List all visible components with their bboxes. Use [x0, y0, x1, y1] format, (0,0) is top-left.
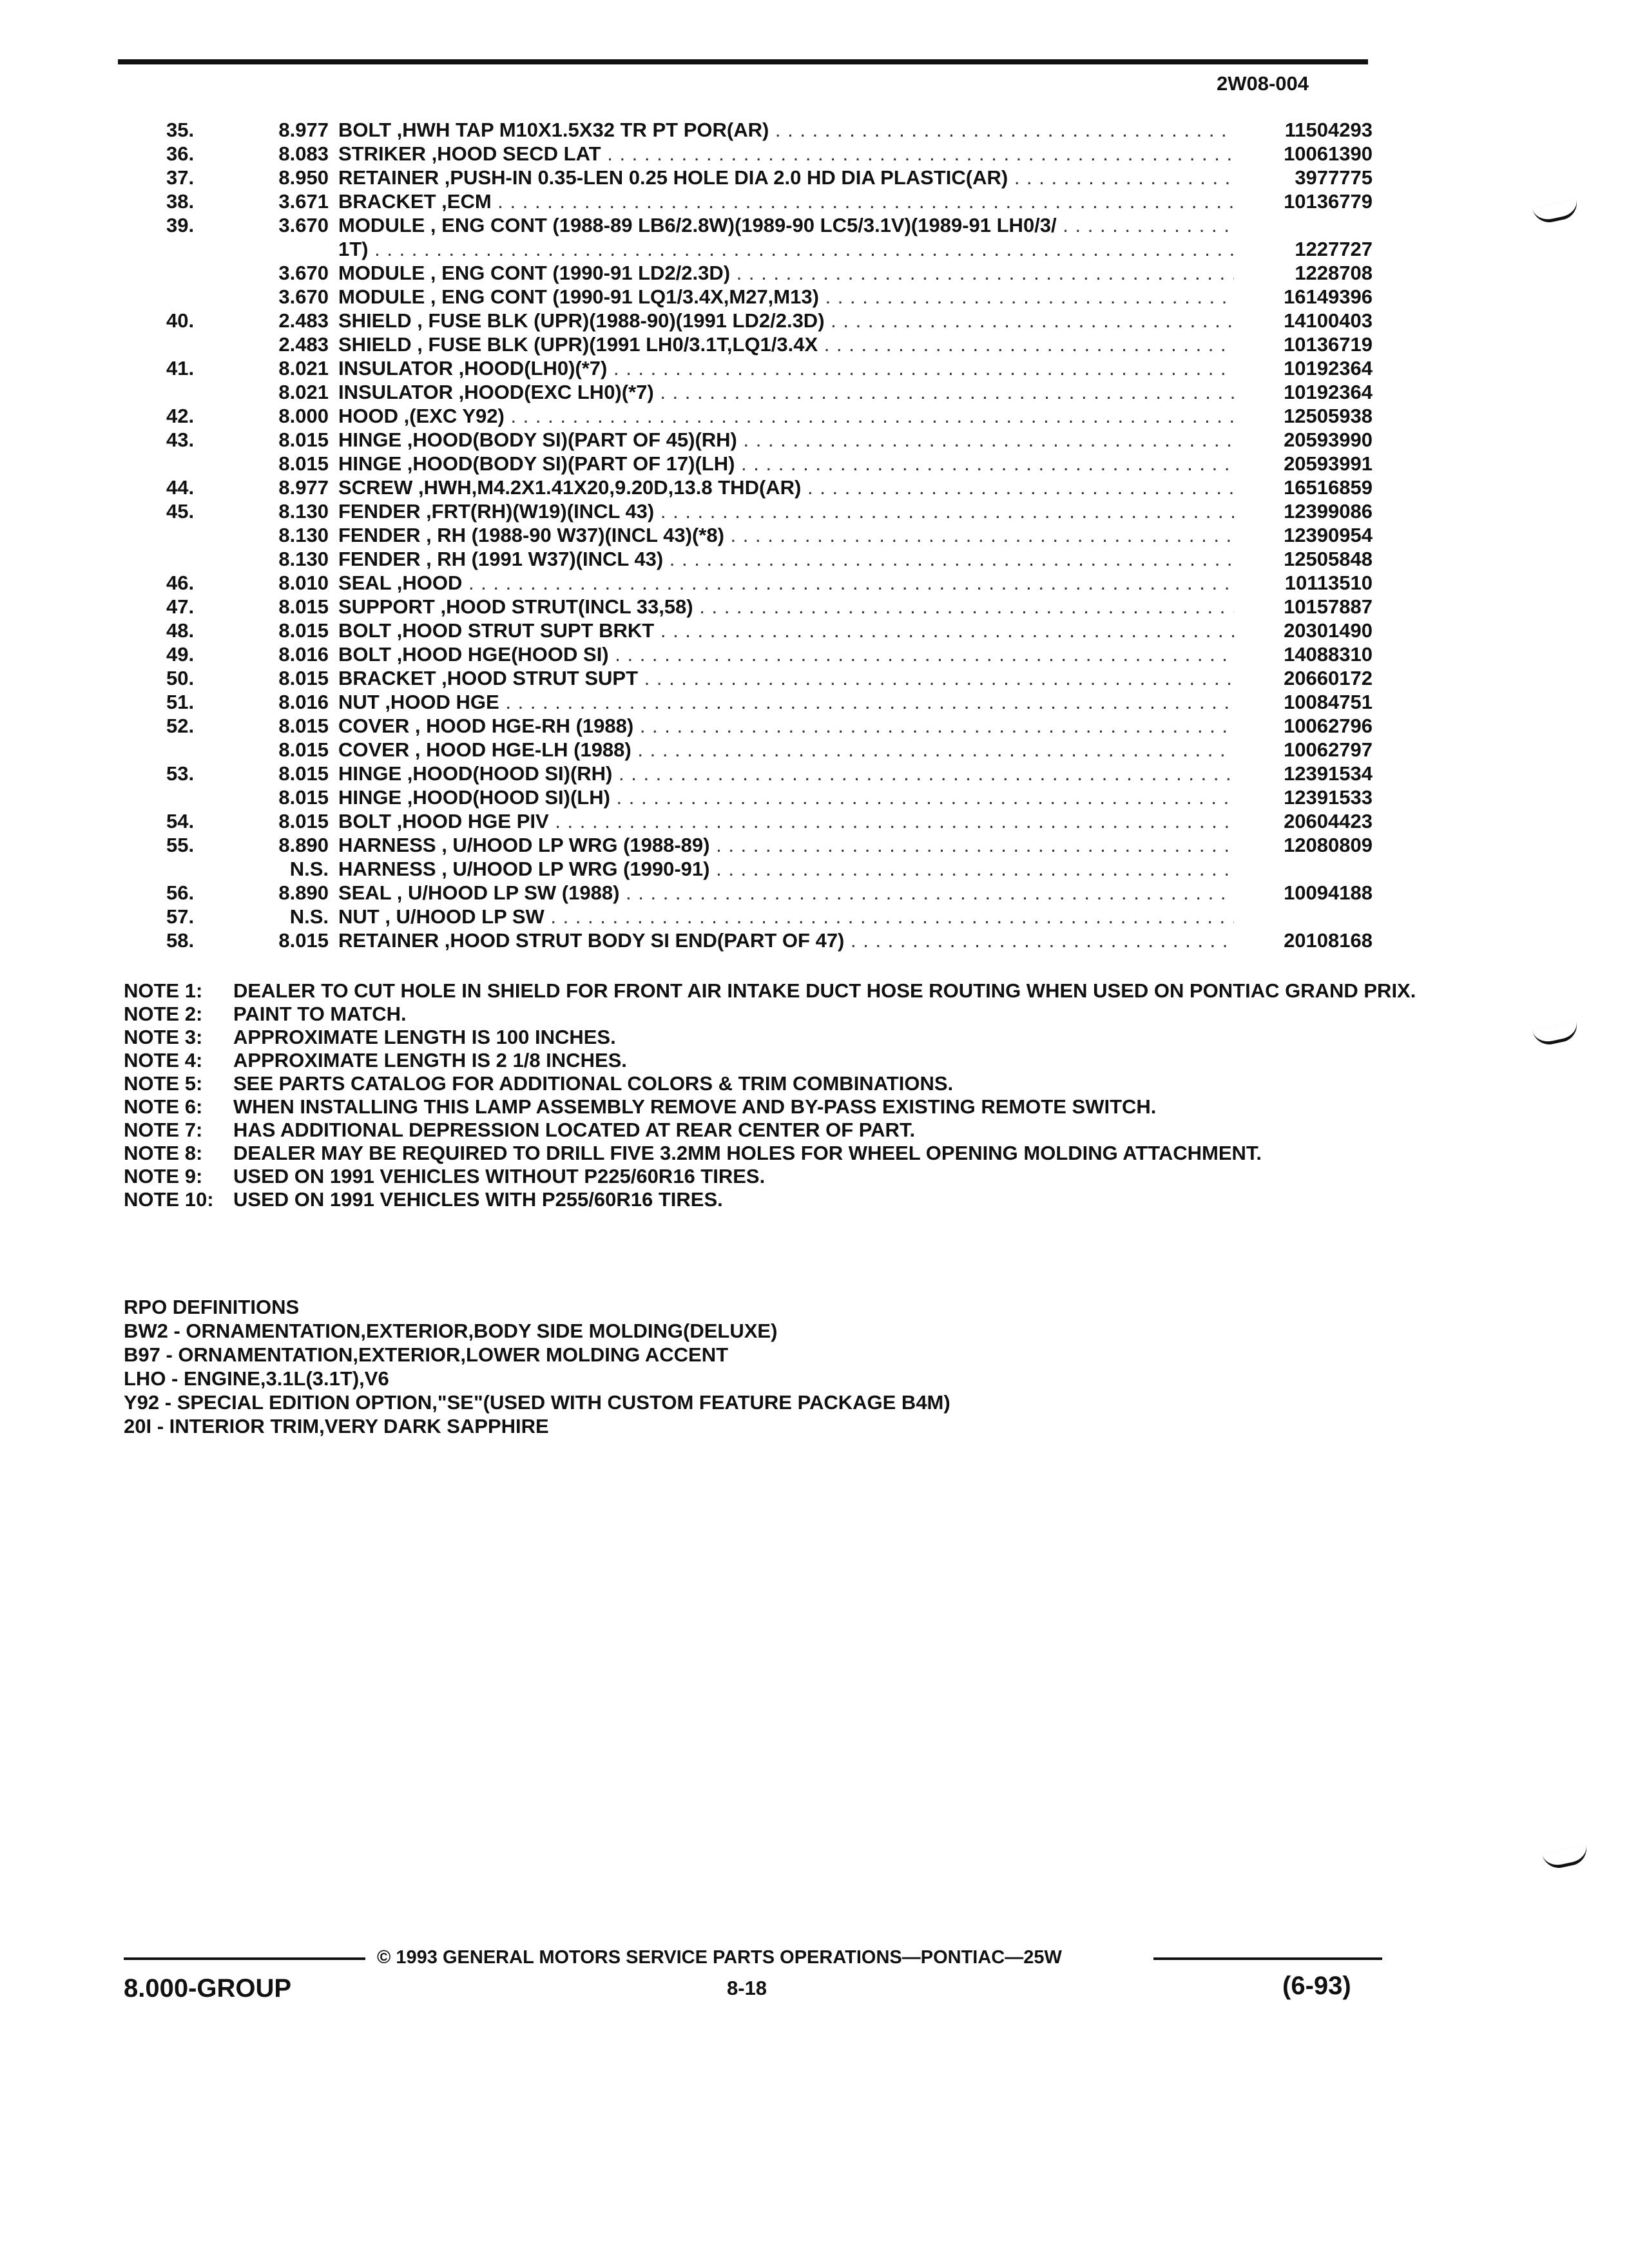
note-label: NOTE 9: [124, 1165, 203, 1187]
item-number: 38. [166, 190, 195, 213]
part-number: 10157887 [1284, 595, 1373, 618]
part-description: STRIKER ,HOOD SECD LAT . . . [338, 142, 1234, 166]
note-text: WHEN INSTALLING THIS LAMP ASSEMBLY REMOVE AND BY-PASS EXISTING REMOTE SWITCH. [233, 1095, 1157, 1118]
group-number: 8.015 [278, 667, 329, 689]
note-text: USED ON 1991 VEHICLES WITHOUT P225/60R16 TIRES. [233, 1165, 766, 1187]
note-label: NOTE 4: [124, 1049, 203, 1072]
group-number: 8.015 [278, 810, 329, 832]
item-number: 44. [166, 476, 195, 499]
part-description: BOLT ,HOOD HGE PIV . . . [338, 810, 1234, 834]
copyright-text: © 1993 GENERAL MOTORS SERVICE PARTS OPERATIONS—PONTIAC—25W [377, 1947, 1062, 1968]
note-text: APPROXIMATE LENGTH IS 100 INCHES. [233, 1026, 616, 1048]
note-text: SEE PARTS CATALOG FOR ADDITIONAL COLORS & TRIM COMBINATIONS. [233, 1072, 954, 1095]
footer-rule-left [124, 1957, 365, 1960]
note-text: PAINT TO MATCH. [233, 1003, 407, 1025]
rpo-list [124, 1319, 950, 1438]
item-number: 58. [166, 929, 195, 952]
part-number: 20604423 [1284, 810, 1373, 832]
group-number: 8.015 [278, 762, 329, 785]
item-number: 35. [166, 119, 195, 141]
item-number: 45. [166, 500, 195, 523]
group-label: 8.000-GROUP [124, 1974, 292, 2003]
note-label: NOTE 5: [124, 1072, 203, 1095]
page-date: (6-93) [1282, 1972, 1351, 2000]
part-number: 10136719 [1284, 333, 1373, 356]
note-row [124, 1142, 1458, 1165]
part-number: 10192364 [1284, 381, 1373, 403]
part-number: 12399086 [1284, 500, 1373, 523]
group-number: 3.670 [278, 262, 329, 284]
part-number: 20593991 [1284, 452, 1373, 475]
note-label: NOTE 3: [124, 1026, 203, 1048]
part-description: MODULE , ENG CONT (1990-91 LD2/2.3D) . . . [338, 262, 1234, 285]
part-description: BOLT ,HOOD HGE(HOOD SI) . . . [338, 643, 1234, 667]
item-number: 49. [166, 643, 195, 666]
group-number: 8.015 [278, 428, 329, 451]
group-number: 8.130 [278, 548, 329, 570]
part-description: SEAL , U/HOOD LP SW (1988) . . . [338, 881, 1234, 905]
item-number: 36. [166, 142, 195, 165]
group-number: 8.015 [278, 595, 329, 618]
part-number: 12391533 [1284, 786, 1373, 809]
part-number: 12080809 [1284, 834, 1373, 856]
group-number: 8.130 [278, 500, 329, 523]
part-description: SHIELD , FUSE BLK (UPR)(1991 LH0/3.1T,LQ1/3.4X . . . [338, 333, 1234, 357]
note-text: APPROXIMATE LENGTH IS 2 1/8 INCHES. [233, 1049, 627, 1072]
note-row [124, 1003, 1458, 1026]
rpo-item: BW2 - ORNAMENTATION,EXTERIOR,BODY SIDE MOLDING(DELUXE) [124, 1320, 778, 1342]
part-description: BOLT ,HWH TAP M10X1.5X32 TR PT POR(AR) . . . [338, 119, 1234, 142]
doc-code: 2W08-004 [1217, 72, 1309, 95]
note-row [124, 1165, 1458, 1188]
note-row [124, 1026, 1458, 1049]
group-number: 8.021 [278, 381, 329, 403]
part-description: HINGE ,HOOD(HOOD SI)(RH) . . . [338, 762, 1234, 786]
group-number: 2.483 [278, 333, 329, 356]
group-number: 8.015 [278, 738, 329, 761]
note-row [124, 1072, 1458, 1095]
footer-rule-right [1153, 1957, 1382, 1960]
part-number: 14100403 [1284, 309, 1373, 332]
group-number: 8.015 [278, 715, 329, 737]
rpo-item: Y92 - SPECIAL EDITION OPTION,"SE"(USED WITH CUSTOM FEATURE PACKAGE B4M) [124, 1391, 950, 1414]
part-description: SEAL ,HOOD . . . [338, 572, 1234, 595]
item-number: 55. [166, 834, 195, 856]
item-number: 46. [166, 572, 195, 594]
item-number: 51. [166, 691, 195, 713]
part-number: 10084751 [1284, 691, 1373, 713]
group-number: 8.016 [278, 643, 329, 666]
margin-mark [1532, 199, 1580, 226]
item-number: 42. [166, 405, 195, 427]
note-text: HAS ADDITIONAL DEPRESSION LOCATED AT REAR CENTER OF PART. [233, 1119, 916, 1141]
item-number: 54. [166, 810, 195, 832]
note-label: NOTE 7: [124, 1119, 203, 1141]
item-number: 43. [166, 428, 195, 451]
part-description: HINGE ,HOOD(HOOD SI)(LH) . . . [338, 786, 1234, 810]
part-description: RETAINER ,PUSH-IN 0.35-LEN 0.25 HOLE DIA 2.0 HD DIA PLASTIC(AR) . . . [338, 166, 1234, 190]
note-label: NOTE 6: [124, 1095, 203, 1118]
part-description: NUT , U/HOOD LP SW . . . [338, 905, 1234, 929]
note-row [124, 1049, 1458, 1072]
group-number: N.S. [289, 858, 329, 880]
part-description: BRACKET ,HOOD STRUT SUPT . . . [338, 667, 1234, 691]
group-number: 3.670 [278, 214, 329, 236]
part-number: 11504293 [1284, 119, 1373, 141]
group-number: 8.010 [278, 572, 329, 594]
group-number: N.S. [289, 905, 329, 928]
group-number: 8.890 [278, 834, 329, 856]
rpo-title: RPO DEFINITIONS [124, 1296, 300, 1318]
part-description: NUT ,HOOD HGE . . . [338, 691, 1234, 715]
part-description: HOOD ,(EXC Y92) . . . [338, 405, 1234, 428]
part-description: HARNESS , U/HOOD LP WRG (1990-91) . . . [338, 858, 1234, 881]
rpo-item: B97 - ORNAMENTATION,EXTERIOR,LOWER MOLDING ACCENT [124, 1343, 729, 1366]
part-number: 10062797 [1284, 738, 1373, 761]
part-description: SUPPORT ,HOOD STRUT(INCL 33,58) . . . [338, 595, 1234, 619]
item-number: 53. [166, 762, 195, 785]
margin-mark [1532, 1021, 1580, 1048]
part-description: HINGE ,HOOD(BODY SI)(PART OF 45)(RH) . . . [338, 428, 1234, 452]
note-label: NOTE 8: [124, 1142, 203, 1164]
note-text: DEALER MAY BE REQUIRED TO DRILL FIVE 3.2MM HOLES FOR WHEEL OPENING MOLDING ATTACHMENT. [233, 1142, 1262, 1164]
group-number: 8.016 [278, 691, 329, 713]
part-description: SHIELD , FUSE BLK (UPR)(1988-90)(1991 LD2/2.3D) . . . [338, 309, 1234, 333]
part-description: BOLT ,HOOD STRUT SUPT BRKT . . . [338, 619, 1234, 643]
item-number: 57. [166, 905, 195, 928]
part-description: FENDER ,FRT(RH)(W19)(INCL 43) . . . [338, 500, 1234, 524]
part-number: 12505938 [1284, 405, 1373, 427]
note-row [124, 1188, 1458, 1211]
group-number: 2.483 [278, 309, 329, 332]
part-description: INSULATOR ,HOOD(LH0)(*7) . . . [338, 357, 1234, 381]
part-number: 20593990 [1284, 428, 1373, 451]
group-number: 8.000 [278, 405, 329, 427]
part-description: RETAINER ,HOOD STRUT BODY SI END(PART OF 47) . . . [338, 929, 1234, 953]
part-number: 10136779 [1284, 190, 1373, 213]
part-number: 10062796 [1284, 715, 1373, 737]
group-number: 8.130 [278, 524, 329, 546]
part-number: 10192364 [1284, 357, 1373, 380]
part-description: COVER , HOOD HGE-LH (1988) . . . [338, 738, 1234, 762]
item-number: 39. [166, 214, 195, 236]
part-number: 1228708 [1295, 262, 1373, 284]
part-number: 20301490 [1284, 619, 1373, 642]
part-description: MODULE , ENG CONT (1988-89 LB6/2.8W)(1989-90 LC5/3.1V)(1989-91 LH0/3/ . . . [338, 214, 1234, 238]
item-number: 41. [166, 357, 195, 380]
note-label: NOTE 1: [124, 979, 203, 1002]
item-number: 52. [166, 715, 195, 737]
part-description: HARNESS , U/HOOD LP WRG (1988-89) . . . [338, 834, 1234, 858]
part-description: FENDER , RH (1988-90 W37)(INCL 43)(*8) . . . [338, 524, 1234, 548]
group-number: 8.021 [278, 357, 329, 380]
notes-section [124, 979, 1458, 1211]
part-number: 10061390 [1284, 142, 1373, 165]
note-text: USED ON 1991 VEHICLES WITH P255/60R16 TIRES. [233, 1188, 723, 1211]
item-number: 48. [166, 619, 195, 642]
part-number: 1227727 [1295, 238, 1373, 260]
group-number: 8.015 [278, 452, 329, 475]
group-number: 8.083 [278, 142, 329, 165]
note-row [124, 979, 1458, 1003]
note-text: DEALER TO CUT HOLE IN SHIELD FOR FRONT AIR INTAKE DUCT HOSE ROUTING WHEN USED ON PONTIAC GRAND PRIX. [233, 979, 1416, 1002]
part-description: FENDER , RH (1991 W37)(INCL 43) . . . [338, 548, 1234, 572]
part-number: 14088310 [1284, 643, 1373, 666]
group-number: 3.670 [278, 285, 329, 308]
item-number: 37. [166, 166, 195, 189]
note-label: NOTE 2: [124, 1003, 203, 1025]
page-number: 8-18 [727, 1977, 767, 1999]
part-number: 20108168 [1284, 929, 1373, 952]
group-number: 3.671 [278, 190, 329, 213]
item-number: 47. [166, 595, 195, 618]
part-number: 12391534 [1284, 762, 1373, 785]
group-number: 8.977 [278, 476, 329, 499]
part-number: 10094188 [1284, 881, 1373, 904]
group-number: 8.015 [278, 929, 329, 952]
note-label: NOTE 10: [124, 1188, 214, 1211]
part-description: MODULE , ENG CONT (1990-91 LQ1/3.4X,M27,M13) . . . [338, 285, 1234, 309]
group-number: 8.890 [278, 881, 329, 904]
group-number: 8.015 [278, 619, 329, 642]
part-description-continued: 1T) . . . [338, 238, 1234, 262]
group-number: 8.015 [278, 786, 329, 809]
group-number: 8.977 [278, 119, 329, 141]
part-description: COVER , HOOD HGE-RH (1988) . . . [338, 715, 1234, 738]
margin-mark [1542, 1845, 1590, 1871]
item-number: 50. [166, 667, 195, 689]
note-row [124, 1095, 1458, 1119]
part-number: 12390954 [1284, 524, 1373, 546]
part-description: BRACKET ,ECM . . . [338, 190, 1234, 214]
group-number: 8.950 [278, 166, 329, 189]
rpo-section [124, 1295, 950, 1438]
item-number: 40. [166, 309, 195, 332]
rpo-item: 20I - INTERIOR TRIM,VERY DARK SAPPHIRE [124, 1415, 549, 1437]
part-description: SCREW ,HWH,M4.2X1.41X20,9.20D,13.8 THD(AR) . . . [338, 476, 1234, 500]
part-description: INSULATOR ,HOOD(EXC LH0)(*7) . . . [338, 381, 1234, 405]
part-number: 16516859 [1284, 476, 1373, 499]
rpo-item: LHO - ENGINE,3.1L(3.1T),V6 [124, 1367, 389, 1390]
item-number: 56. [166, 881, 195, 904]
part-number: 16149396 [1284, 285, 1373, 308]
part-number: 20660172 [1284, 667, 1373, 689]
part-number: 3977775 [1295, 166, 1373, 189]
part-description: HINGE ,HOOD(BODY SI)(PART OF 17)(LH) . . . [338, 452, 1234, 476]
part-number: 12505848 [1284, 548, 1373, 570]
top-rule [118, 59, 1368, 64]
part-number: 10113510 [1284, 572, 1373, 594]
note-row [124, 1119, 1458, 1142]
